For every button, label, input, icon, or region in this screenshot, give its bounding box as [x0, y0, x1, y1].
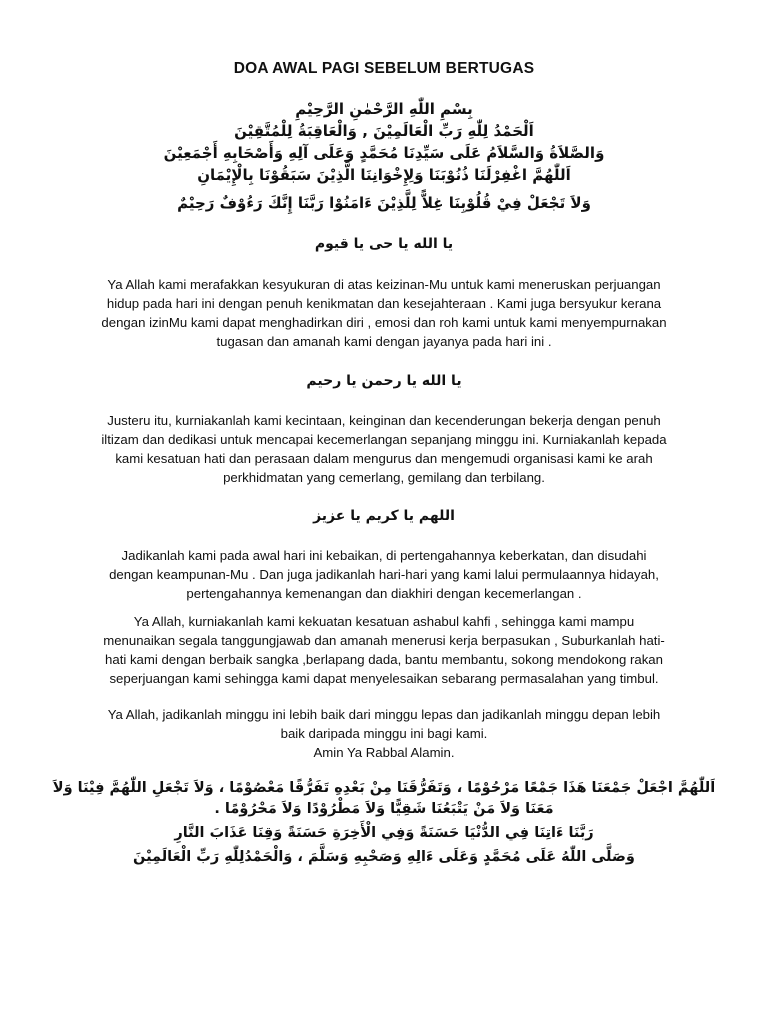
- opening-arabic-line-4: اَللّٰهُمَّ اغْفِرْلَنَا ذُنُوْبَنَا وَلِإِخْوَانِنَا الَّذِيْنَ سَبَقُوْنَا بِالْإِيْمَانِ: [197, 166, 571, 184]
- invocation-2: يا الله يا رحمن يا رحيم: [306, 373, 462, 389]
- opening-arabic-line-3: وَالصَّلاَةُ وَالسَّلاَمُ عَلَى سَيِّدِنَا مُحَمَّدٍ وَعَلَى آلِهِ وَأَصْحَابِهِ أَجْمَعِيْنَ: [163, 144, 605, 162]
- closing-arabic-line-2: مَعَنَا وَلاَ مَنْ يَتْبَعُنَا شَقِيًّا وَلاَ مَطْرُوْدًا وَلاَ مَحْرُوْمًا .: [214, 801, 554, 817]
- invocation-3: اللهم يا كريم يا عزيز: [313, 508, 455, 524]
- paragraph-3: Jadikanlah kami pada awal hari ini kebaikan, di pertengahannya keberkatan, dan disudahi dengan keampunan-Mu . Dan juga jadikanlah hari-hari yang kami lalui permulaannya hidayah, pertengahannya kemenangan dan diakhiri dengan kecemerlangan .: [109, 548, 659, 601]
- closing-arabic-line-4: وَصَلَّى اللّٰهُ عَلَى مُحَمَّدٍ وَعَلَى ءَالِهِ وَصَحْبِهِ وَسَلَّمَ ، وَالْحَمْدُلِلّٰهِ رَبِّ الْعَالَمِيْنَ: [133, 849, 635, 865]
- invocation-1: يا الله يا حى يا قيوم: [314, 236, 454, 252]
- paragraph-1: Ya Allah kami merafakkan kesyukuran di atas keizinan-Mu untuk kami meneruskan perjuangan hidup pada hari ini dengan penuh kenikmatan dan kesejahteraan . Kami juga bersyukur kerana dengan izinMu kami dapat menghadirkan diri , emosi dan roh kami untuk kami menyempurnakan tugasan dan amanah kami dengan jayanya pada hari ini .: [101, 277, 667, 349]
- opening-arabic-line-2: اَلْحَمْدُ لِلّٰهِ رَبِّ الْعَالَمِيْنَ , وَالْعَاقِبَةُ لِلْمُتَّقِيْنَ: [234, 122, 534, 140]
- amin-line: Amin Ya Rabbal Alamin.: [313, 745, 455, 760]
- closing-arabic-line-1: اَللّٰهُمَّ اجْعَلْ جَمْعَنَا هَذَا جَمْعًا مَرْحُوْمًا ، وَتَفَرُّقَنَا مِنْ بَعْدِهِ تَفَرُّقًا مَعْصُوْمًا ، وَلاَ تَجْعَلِ اللّٰهُمَّ فِيْنَا وَلاَ: [52, 780, 716, 796]
- paragraph-5: Ya Allah, jadikanlah minggu ini lebih baik dari minggu lepas dan jadikanlah minggu depan lebih baik daripada minggu ini bagi kami.: [107, 707, 661, 741]
- paragraph-2: Justeru itu, kurniakanlah kami kecintaan, keinginan dan kecenderungan bekerja dengan penuh iltizam dan dedikasi untuk mencapai kecemerlangan sepanjang minggu ini. Kurniakanlah kepada kami kesatuan hati dan perasaan dalam mengurus dan mengemudi organisasi kami ke arah perkhidmatan yang cemerlang, gemilang dan terbilang.: [101, 413, 667, 485]
- paragraph-4: Ya Allah, kurniakanlah kami kekuatan kesatuan ashabul kahfi , sehingga kami mampu menunaikan segala tanggungjawab dan amanah menerusi kerja berpasukan , Suburkanlah hati-hati kami dengan berbaik sangka ,berlapang dada, bantu membantu, sokong mendokong rakan seperjuangan kami sehingga kami dapat menyelesaikan sebarang permasalahan yang timbul.: [103, 614, 665, 686]
- document-title: DOA AWAL PAGI SEBELUM BERTUGAS: [233, 60, 535, 77]
- closing-arabic-line-3: رَبَّنَا ءَاتِنَا فِي الدُّنْيَا حَسَنَةً وَفِي الْأَخِرَةِ حَسَنَةً وَقِنَا عَذَابَ النَّارِ: [174, 825, 594, 841]
- opening-arabic-line-1: بِسْمِ اللّٰهِ الرَّحْمٰنِ الرَّحِيْمِ: [295, 100, 473, 118]
- opening-arabic-line-5: وَلاَ تَجْعَلْ فِيْ قُلُوْبِنَا غِلاًّ لِلَّذِيْنَ ءَامَنُوْا رَبَّنَا إِنَّكَ رَءُوْفٌ رَحِيْمٌ: [177, 194, 591, 212]
